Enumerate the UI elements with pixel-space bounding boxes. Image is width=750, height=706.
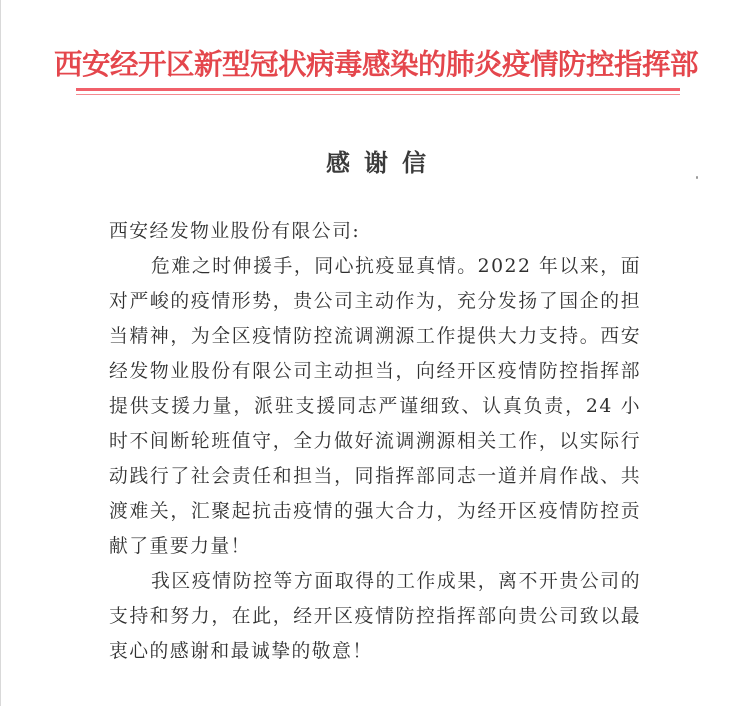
letterhead-title: 西安经开区新型冠状病毒感染的肺炎疫情防控指挥部	[53, 47, 698, 81]
body-paragraph-2: 我区疫情防控等方面取得的工作成果，离不开贵公司的支持和努力，在此，经开区疫情防控指挥部向贵公司致以最衷心的感谢和最诚挚的敬意！	[109, 571, 641, 662]
letter-body	[109, 214, 641, 669]
letter-title: 感谢信	[326, 148, 440, 177]
salutation: 西安经发物业股份有限公司:	[109, 221, 361, 242]
body-paragraph-1: 危难之时伸援手，同心抗疫显真情。2022 年以来，面对严峻的疫情形势，贵公司主动作为，充分发扬了国企的担当精神，为全区疫情防控流调溯源工作提供大力支持。西安经发物业股份有限公司主动担当，向经开区疫情防控指挥部提供支援力量，派驻支援同志严谨细致、认真负责，24 小时不间断轮班值守，全力做好流调溯源相关工作，以实际行动践行了社会责任和担当，同指挥部同志一道并肩作战、共渡难关，汇聚起抗击疫情的强大合力，为经开区疫情防控贡献了重要力量！	[109, 256, 641, 557]
scan-speck	[696, 176, 698, 179]
letterhead-rule-thick	[76, 88, 680, 91]
letterhead-rule-thin	[76, 94, 680, 95]
